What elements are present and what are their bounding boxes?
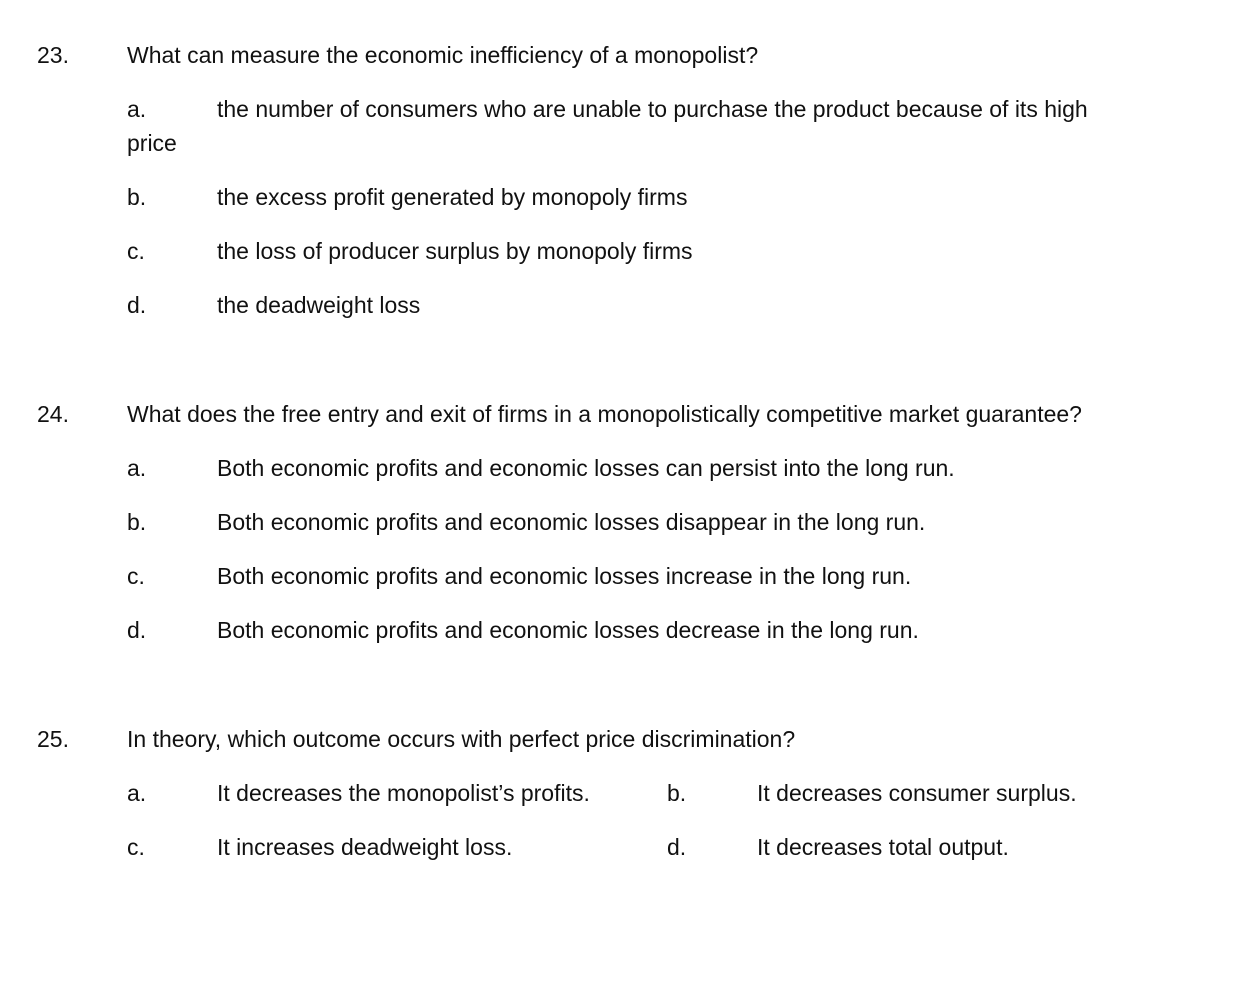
option-text-c: It increases deadweight loss.	[217, 834, 513, 860]
option-text-c: the loss of producer surplus by monopoly firms	[217, 238, 693, 264]
option-letter-d: d.	[667, 834, 687, 860]
option-letter-b: b.	[127, 509, 147, 535]
option-letter-c: c.	[127, 563, 145, 589]
question-text: What can measure the economic inefficiency of a monopolist?	[127, 42, 759, 68]
option-text-d: the deadweight loss	[217, 292, 421, 318]
question-number: 24.	[37, 401, 69, 427]
option-text-b: It decreases consumer surplus.	[757, 780, 1077, 806]
question-number: 25.	[37, 726, 69, 752]
question-number: 23.	[37, 42, 69, 68]
option-text-b: the excess profit generated by monopoly firms	[217, 184, 688, 210]
option-letter-d: d.	[127, 617, 147, 643]
option-text-d: Both economic profits and economic losses decrease in the long run.	[217, 617, 919, 643]
option-letter-b: b.	[127, 184, 147, 210]
option-text-a-continuation: price	[127, 130, 177, 156]
question-text: What does the free entry and exit of firms in a monopolistically competitive market guarantee?	[127, 401, 1082, 427]
option-letter-d: d.	[127, 292, 147, 318]
option-text-d: It decreases total output.	[757, 834, 1009, 860]
option-text-b: Both economic profits and economic losses disappear in the long run.	[217, 509, 926, 535]
option-text-c: Both economic profits and economic losses increase in the long run.	[217, 563, 912, 589]
option-text-a: the number of consumers who are unable to purchase the product because of its high	[217, 96, 1088, 122]
option-letter-b: b.	[667, 780, 687, 806]
option-text-a: It decreases the monopolist’s profits.	[217, 780, 590, 806]
question-text: In theory, which outcome occurs with perfect price discrimination?	[127, 726, 796, 752]
option-letter-a: a.	[127, 780, 147, 806]
option-letter-c: c.	[127, 238, 145, 264]
option-letter-a: a.	[127, 455, 147, 481]
option-letter-c: c.	[127, 834, 145, 860]
option-text-a: Both economic profits and economic losses can persist into the long run.	[217, 455, 955, 481]
option-letter-a: a.	[127, 96, 147, 122]
